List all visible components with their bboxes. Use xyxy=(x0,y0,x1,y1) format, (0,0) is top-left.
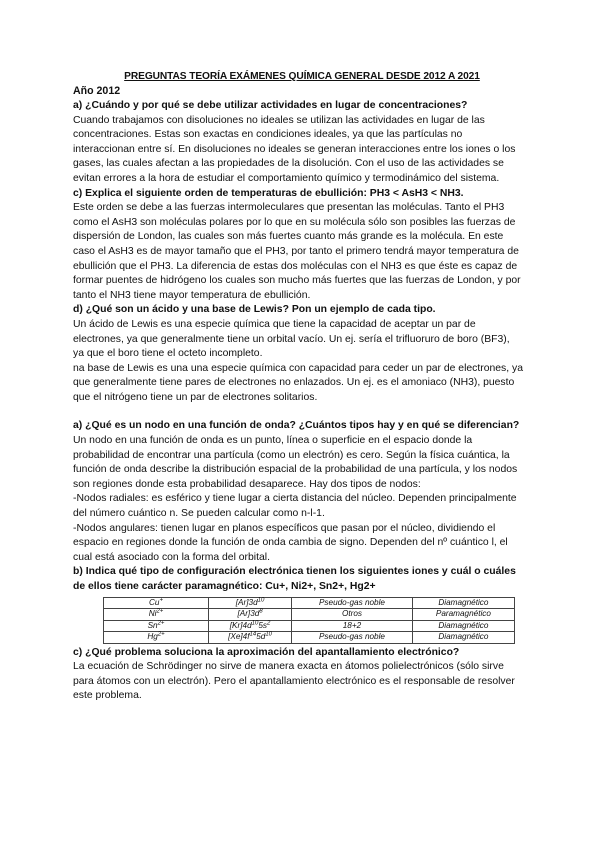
question-heading: c) ¿Qué problema soluciona la aproximación del apantallamiento electrónico? xyxy=(73,646,460,658)
config-cell: $[Ar]3d^{10}$ xyxy=(209,597,292,609)
config-cell: $[Xe]4f^{14}5d^{10}$ xyxy=(209,632,292,644)
table-row xyxy=(104,632,515,644)
question-heading: d) ¿Qué son un ácido y una base de Lewis? Pon un ejemplo de cada tipo. xyxy=(73,304,436,316)
type-cell: Otros xyxy=(292,609,413,621)
ion-cell: $Hg^{2+}$ xyxy=(104,632,209,644)
answer-paragraph: Un ácido de Lewis es una especie química que tiene la capacidad de aceptar un par de electrones, ya que generalmente tiene un orbital vacío. Un ej. sería el trifluoruro de boro (BF3), ya que el boro tiene el octeto incompleto. xyxy=(73,318,510,360)
year-heading: Año 2012 xyxy=(73,85,121,97)
answer-paragraph: Cuando trabajamos con disoluciones no ideales se utilizan las actividades en lugar de las concentraciones. Estas son exactas en condiciones ideales, ya que las partículas no interaccionan entre sí. En disoluciones no ideales se generan interacciones entre los iones o los gases, las cuales afectan a las propiedades de la disolución. Con el uso de las actividades se evitan errores a la hora de estudiar el comportamiento químico y termodinámico del sistema. xyxy=(73,114,516,184)
answer-paragraph: La ecuación de Schrödinger no sirve de manera exacta en átomos polielectrónicos (sólo sirve para átomos con un electrón). Pero el apantallamiento electrónico es el responsable de resolver este problema. xyxy=(73,661,515,702)
config-cell: $[Kr]4d^{10}5s^2$ xyxy=(209,620,292,632)
document-page xyxy=(73,70,523,704)
electron-config-table xyxy=(103,597,515,644)
document-body xyxy=(73,99,523,704)
magnetism-cell: Diamagnético xyxy=(412,632,514,644)
ion-cell: Cu+ xyxy=(104,597,209,609)
table-row xyxy=(104,597,515,609)
section-gap xyxy=(73,405,523,419)
table-row xyxy=(104,620,515,632)
question-heading: a) ¿Cuándo y por qué se debe utilizar actividades en lugar de concentraciones? xyxy=(73,100,468,111)
question-heading: a) ¿Qué es un nodo en una función de onda? ¿Cuántos tipos hay y en qué se diferencian? xyxy=(73,420,520,432)
magnetism-cell: Diamagnético xyxy=(412,620,514,632)
magnetism-cell: Paramagnético xyxy=(412,609,514,621)
answer-paragraph: -Nodos radiales: es esférico y tiene lugar a cierta distancia del núcleo. Dependen principalmente del número cuántico n. Se pueden calcular como n-l-1. xyxy=(73,493,517,520)
answer-paragraph: Este orden se debe a las fuerzas intermoleculares que presentan las moléculas. Tanto el PH3 como el AsH3 son moléculas polares por lo que en su molécula sólo son posibles las fuerzas de dispersión de London, las cuales son más fuertes cuanto más grande es la molécula. En este caso el AsH3 es de mayor tamaño que el PH3, por tanto el primero tendrá mayor temperatura de ebullición que el PH3. La diferencia de estas dos moléculas con el NH3 es que éste es capaz de formar puentes de hidrógeno los cuales son mucho más fuertes que las fuerzas de London, y por tanto el NH3 tiene mayor temperatura de ebullición. xyxy=(73,202,521,301)
question-heading: c) Explica el siguiente orden de temperaturas de ebullición: PH3 < AsH3 < NH3. xyxy=(73,187,464,199)
type-cell: Pseudo-gas noble xyxy=(292,597,413,609)
ion-cell: $Sn^{2+}$ xyxy=(104,620,209,632)
question-heading: b) Indica qué tipo de configuración electrónica tienen los siguientes iones y cuál o cuáles de ellos tiene carácter paramagnético: Cu+, Ni2+, Sn2+, Hg2+ xyxy=(73,566,516,592)
answer-paragraph: Un nodo en una función de onda es un punto, línea o superficie en el espacio donde la probabilidad de encontrar una partícula (como un electrón) es cero. Según la física cuántica, la función de onda describe la distribución espacial de la probabilidad de una partícula, y los nodos son regiones donde esta probabilidad desaparece. Hay dos tipos de nodos: xyxy=(73,435,518,490)
answer-paragraph: na base de Lewis es una una especie química con capacidad para ceder un par de electrones, ya que generalmente tiene pares de electrones no enlazados. Un ej. es el amoniaco (NH3), puesto que el nitrógeno tiene un par de electrones solitarios. xyxy=(73,362,523,403)
document-title: PREGUNTAS TEORÍA EXÁMENES QUÍMICA GENERAL DESDE 2012 A 2021 xyxy=(124,71,480,82)
type-cell: 18+2 xyxy=(292,620,413,632)
magnetism-cell: Diamagnético xyxy=(412,597,514,609)
type-cell: Pseudo-gas noble xyxy=(292,632,413,644)
table-row xyxy=(104,609,515,621)
ion-cell: $Ni^{2+}$ xyxy=(104,609,209,621)
answer-paragraph: -Nodos angulares: tienen lugar en planos específicos que pasan por el núcleo, dividiendo el espacio en regiones donde la función de onda cambia de signo. Dependen del nº cuántico l, el cual está asociado con la forma del orbital. xyxy=(73,522,508,563)
config-cell: $[Ar]3d^8$ xyxy=(209,609,292,621)
